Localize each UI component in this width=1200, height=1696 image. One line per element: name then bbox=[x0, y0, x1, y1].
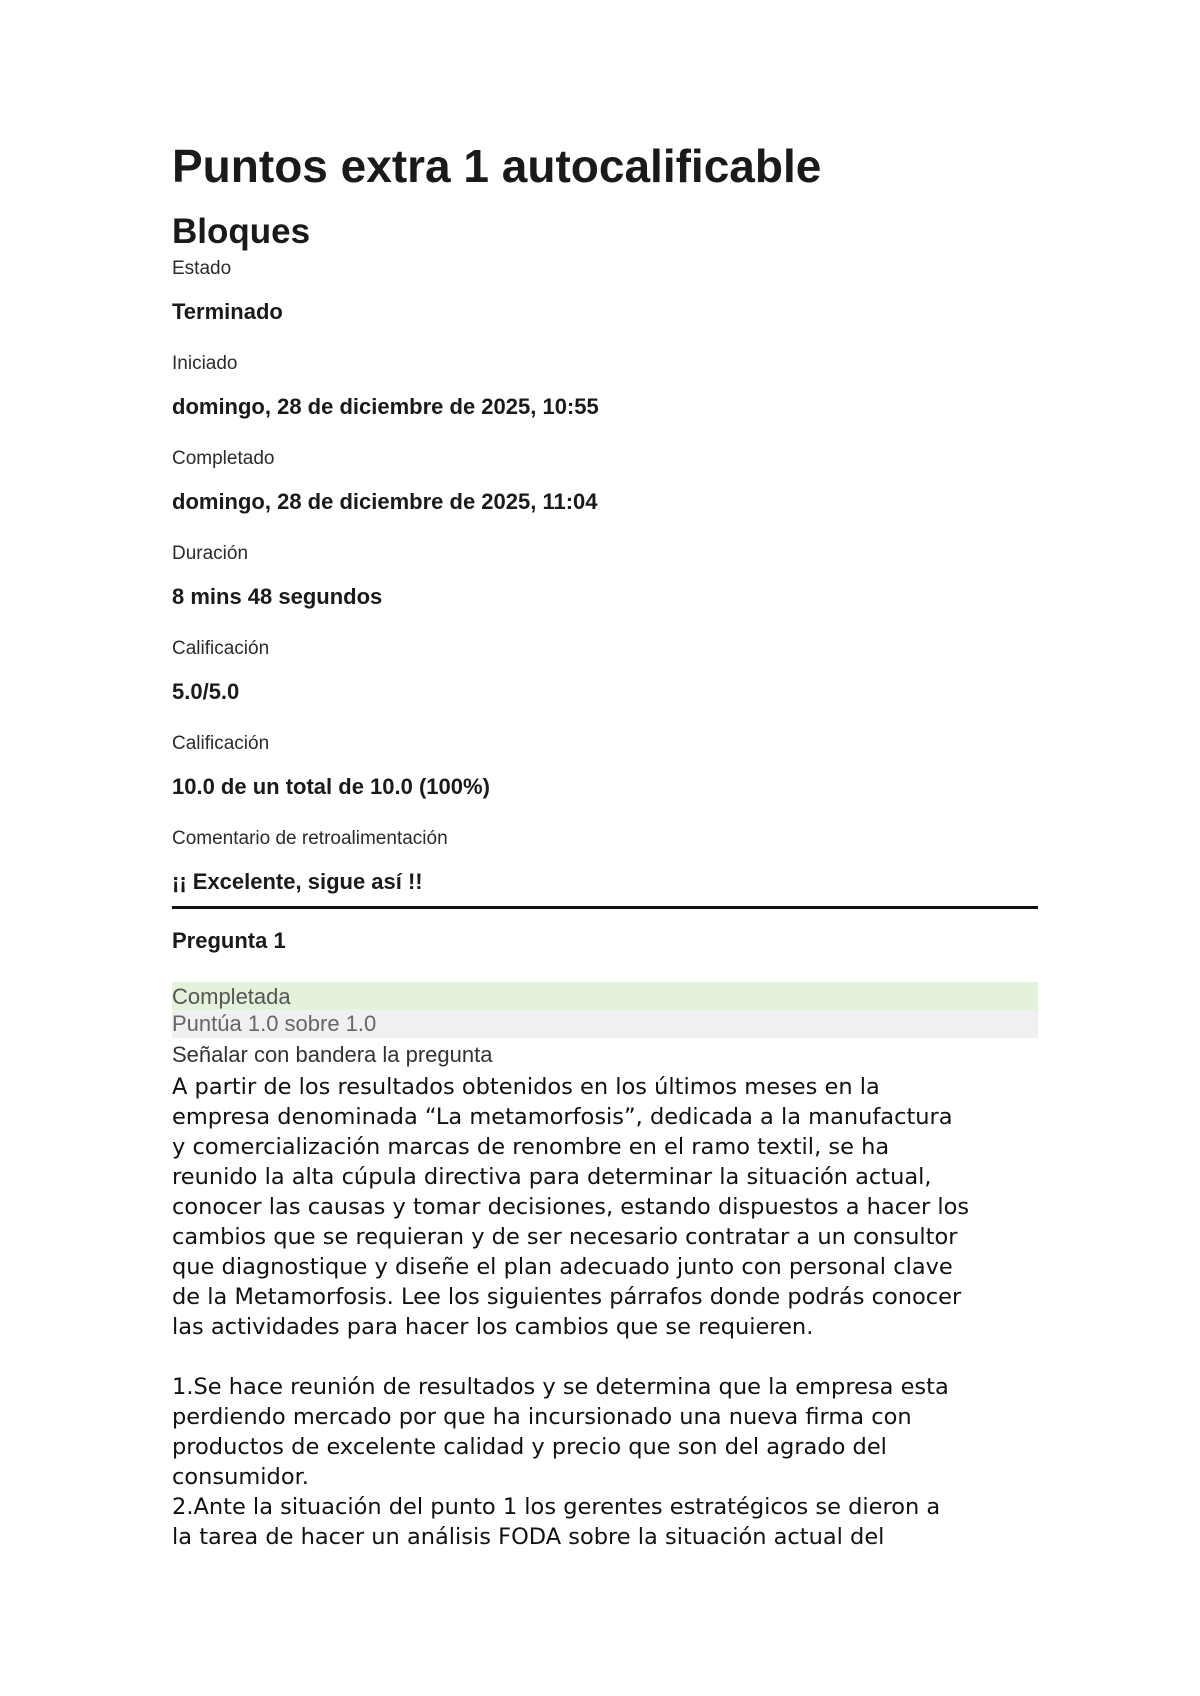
question-text-line: y comercialización marcas de renombre en el ramo textil, se ha bbox=[172, 1134, 890, 1160]
section-divider bbox=[172, 906, 1038, 909]
page-subtitle: Bloques bbox=[172, 212, 311, 251]
question-text-line: cambios que se requieran y de ser necesario contratar a un consultor bbox=[172, 1224, 958, 1250]
question-text-line: A partir de los resultados obtenidos en los últimos meses en la bbox=[172, 1074, 880, 1100]
question-text-line: conocer las causas y tomar decisiones, estando dispuestos a hacer los bbox=[172, 1194, 970, 1220]
summary-value-iniciado: domingo, 28 de diciembre de 2025, 10:55 bbox=[172, 394, 599, 419]
summary-label-completado: Completado bbox=[172, 448, 275, 469]
question-text-line: la tarea de hacer un análisis FODA sobre la situación actual del bbox=[172, 1524, 885, 1550]
question-text-gap bbox=[172, 1342, 1072, 1372]
question-text-line: 2.Ante la situación del punto 1 los gerentes estratégicos se dieron a bbox=[172, 1494, 941, 1520]
attempt-summary bbox=[172, 256, 1038, 921]
summary-value-completado: domingo, 28 de diciembre de 2025, 11:04 bbox=[172, 489, 598, 514]
question-text-line: que diagnostique y diseñe el plan adecuado junto con personal clave bbox=[172, 1254, 953, 1280]
summary-label-duracion: Duración bbox=[172, 543, 249, 564]
question-text-line: productos de excelente calidad y precio que son del agrado del bbox=[172, 1434, 887, 1460]
summary-value-calificacion-puntos: 5.0/5.0 bbox=[172, 679, 240, 704]
summary-label-iniciado: Iniciado bbox=[172, 353, 238, 374]
summary-value-retroalimentacion: ¡¡ Excelente, sigue así !! bbox=[172, 869, 423, 894]
question-text-line: consumidor. bbox=[172, 1464, 309, 1490]
question-title: Pregunta 1 bbox=[172, 928, 286, 953]
question-status: Completada bbox=[172, 982, 1038, 1010]
summary-value-calificacion-total: 10.0 de un total de 10.0 (100%) bbox=[172, 774, 490, 799]
question-text-line: las actividades para hacer los cambios que se requieren. bbox=[172, 1314, 814, 1340]
summary-label-calificacion-total: Calificación bbox=[172, 733, 270, 754]
question-text-line: empresa denominada “La metamorfosis”, dedicada a la manufactura bbox=[172, 1104, 953, 1130]
page-title: Puntos extra 1 autocalificable bbox=[172, 140, 822, 192]
question-text-line: 1.Se hace reunión de resultados y se determina que la empresa esta bbox=[172, 1374, 949, 1400]
flag-question-link[interactable]: Señalar con bandera la pregunta bbox=[172, 1042, 493, 1067]
summary-label-retroalimentacion: Comentario de retroalimentación bbox=[172, 828, 448, 849]
question-text-line: reunido la alta cúpula directiva para determinar la situación actual, bbox=[172, 1164, 932, 1190]
summary-value-duracion: 8 mins 48 segundos bbox=[172, 584, 383, 609]
summary-value-estado: Terminado bbox=[172, 299, 283, 324]
question-text-line: de la Metamorfosis. Lee los siguientes párrafos donde podrás conocer bbox=[172, 1284, 962, 1310]
question-text bbox=[172, 1072, 1072, 1552]
summary-label-calificacion-puntos: Calificación bbox=[172, 638, 270, 659]
question-text-line: perdiendo mercado por que ha incursionado una nueva firma con bbox=[172, 1404, 912, 1430]
summary-label-estado: Estado bbox=[172, 258, 232, 279]
question-grade: Puntúa 1.0 sobre 1.0 bbox=[172, 1010, 1038, 1038]
